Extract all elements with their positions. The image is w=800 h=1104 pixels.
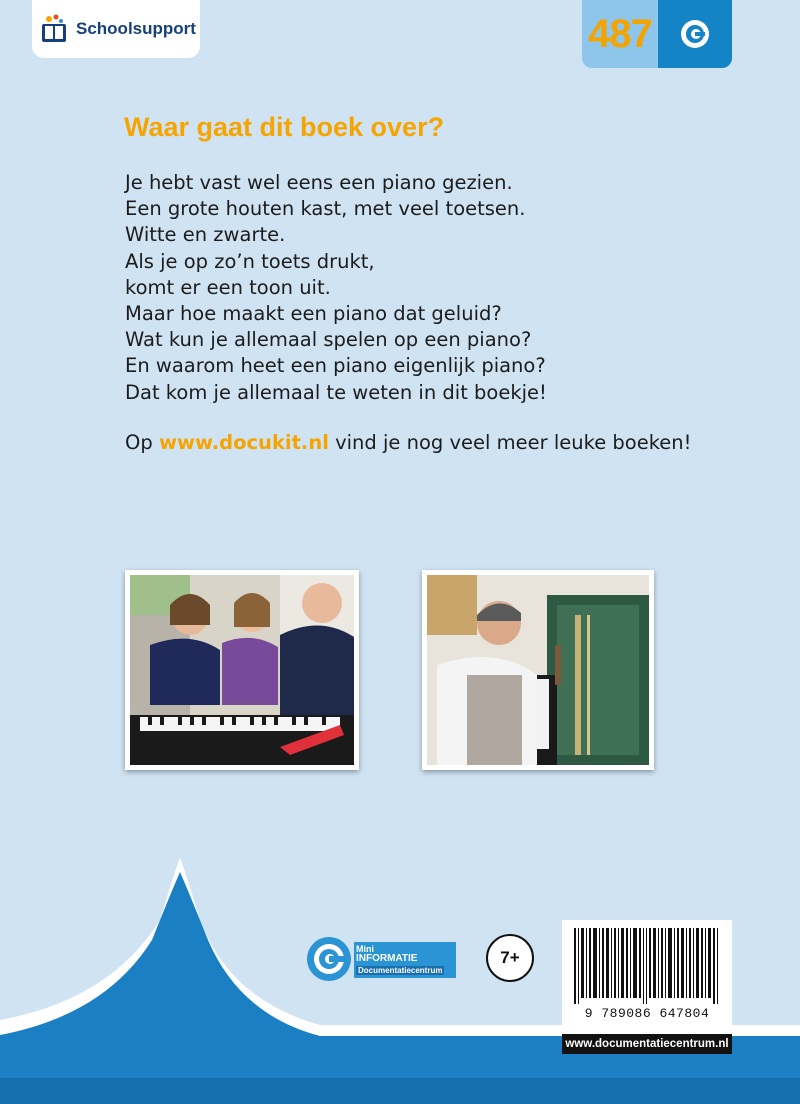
mini-label: Mini	[356, 944, 374, 954]
spiral-logo-icon	[306, 936, 352, 982]
photo-children-piano	[125, 570, 359, 770]
schoolsupport-logo	[32, 0, 200, 58]
promo-suffix: vind je nog veel meer leuke boeken!	[328, 431, 692, 454]
photo-children-piano-lesson	[130, 575, 354, 765]
age-badge: 7+	[486, 934, 534, 982]
website-promo	[125, 431, 691, 454]
description-line: Witte en zwarte.	[125, 223, 286, 247]
photo-piano-tuner-image	[427, 575, 649, 765]
spiral-logo-icon	[679, 18, 711, 50]
description-line: komt er een toon uit.	[125, 275, 331, 299]
brand-name: Schoolsupport	[76, 19, 196, 38]
docukit-link[interactable]: www.docukit.nl	[158, 431, 329, 454]
mini-informatie-logo	[306, 936, 456, 982]
series-number: 487	[588, 12, 652, 56]
description-line: En waarom heet een piano eigenlijk piano?	[125, 354, 546, 378]
isbn-barcode	[562, 920, 732, 1030]
description-line: Je hebt vast wel eens een piano gezien.	[125, 171, 513, 194]
description-line: Als je op zo’n toets drukt,	[125, 249, 375, 273]
photo-piano-tuner	[422, 570, 654, 770]
page-title: Waar gaat dit boek over?	[124, 112, 445, 142]
barcode-icon	[574, 928, 720, 1004]
isbn-digits: 9 789086 647804	[584, 1006, 710, 1021]
series-number-tab	[582, 0, 658, 68]
description-line: Een grote houten kast, met veel toetsen.	[125, 197, 526, 221]
description-line: Maar hoe maakt een piano dat geluid?	[125, 302, 502, 326]
book-logo-icon	[40, 14, 68, 44]
description-text	[125, 170, 547, 406]
description-line: Dat kom je allemaal te weten in dit boekje!	[125, 380, 547, 404]
documentatiecentrum-label: Documentatiecentrum	[358, 966, 443, 975]
informatie-label: INFORMATIE	[356, 953, 418, 964]
description-line: Wat kun je allemaal spelen op een piano?	[125, 328, 532, 352]
promo-prefix: Op	[125, 431, 159, 454]
series-logo-tab	[658, 0, 732, 68]
documentatiecentrum-url[interactable]: www.documentatiecentrum.nl	[562, 1034, 732, 1054]
